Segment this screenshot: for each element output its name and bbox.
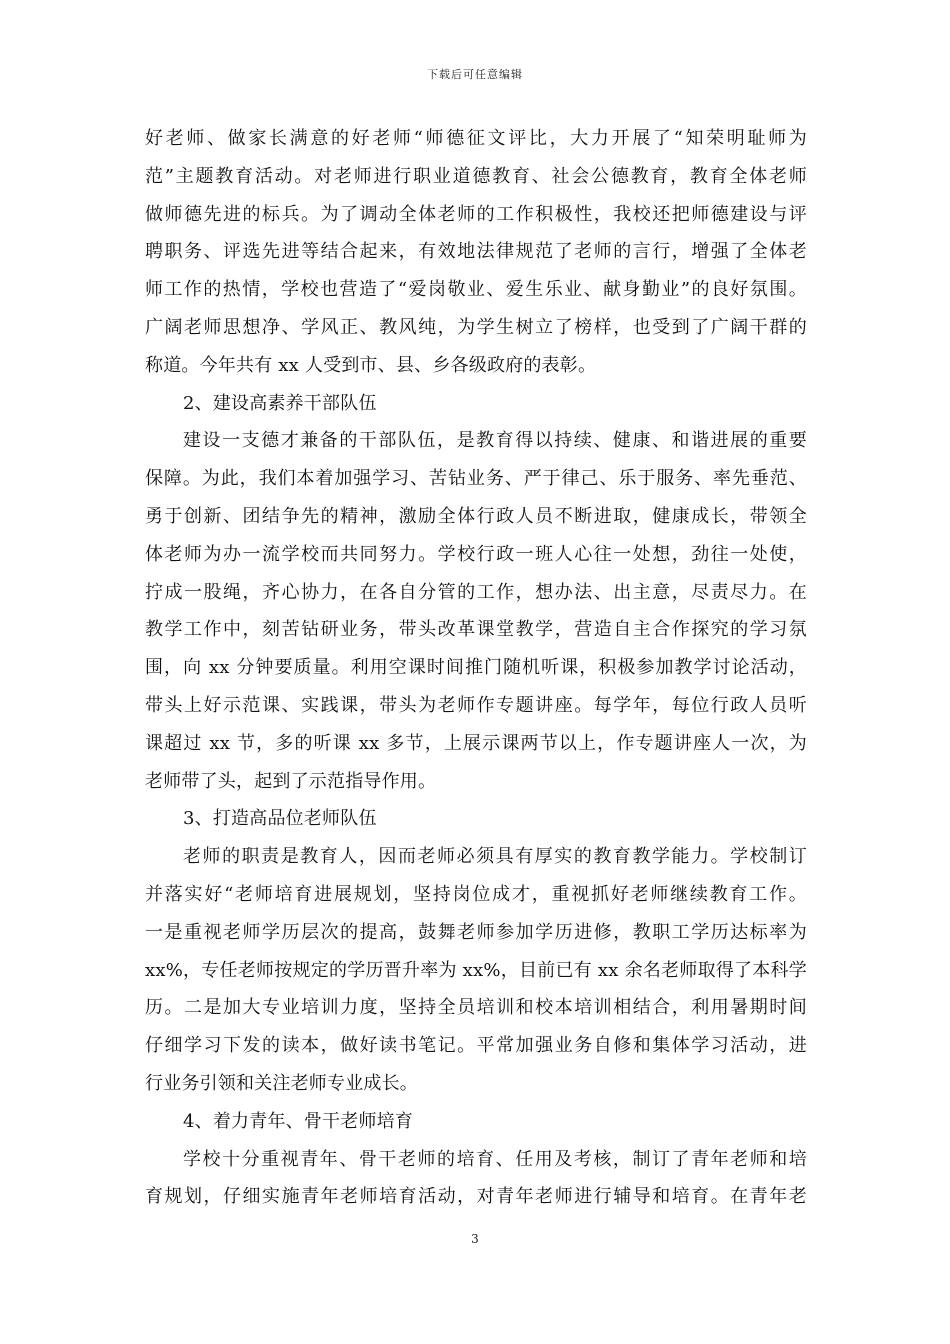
paragraph-line: 广阔老师思想净、学风正、教风纯，为学生树立了榜样，也受到了广阔干群的 bbox=[145, 316, 807, 338]
page-number: 3 bbox=[471, 1232, 479, 1246]
paragraph-line: 一是重视老师学历层次的提高，鼓舞老师参加学历进修，教职工学历达标率为 bbox=[145, 921, 807, 943]
paragraph-line: 做师德先进的标兵。为了调动全体老师的工作积极性，我校还把师德建设与评 bbox=[145, 203, 807, 225]
paragraph-line: 勇于创新、团结争先的精神，激励全体行政人员不断进取，健康成长，带领全 bbox=[145, 505, 807, 527]
paragraph-line: 历。二是加大专业培训力度，坚持全员培训和校本培训相结合，利用暑期时间 bbox=[145, 997, 807, 1019]
section-heading: 2、建设高素养干部队伍 bbox=[183, 392, 377, 414]
paragraph-line: 带头上好示范课、实践课，带头为老师作专题讲座。每学年，每位行政人员听 bbox=[145, 694, 807, 716]
section-heading: 4、着力青年、骨干老师培育 bbox=[183, 1110, 414, 1132]
page-header: 下载后可任意编辑 bbox=[427, 68, 523, 81]
paragraph-line: 学校十分重视青年、骨干老师的培育、任用及考核，制订了青年老师和培 bbox=[183, 1148, 807, 1170]
paragraph-line: 聘职务、评选先进等结合起来，有效地法律规范了老师的言行，增强了全体老 bbox=[145, 241, 807, 263]
paragraph-line: 称道。今年共有 xx 人受到市、县、乡各级政府的表彰。 bbox=[145, 354, 597, 376]
paragraph-line: 师工作的热情，学校也营造了“爱岗敬业、爱生乐业、献身勤业”的良好氛围。 bbox=[145, 279, 807, 301]
paragraph-line: 好老师、做家长满意的好老师“师德征文评比，大力开展了“知荣明耻师为 bbox=[145, 128, 807, 149]
paragraph-line: 老师带了头，起到了示范指导作用。 bbox=[145, 770, 437, 792]
paragraph-line: 课超过 xx 节，多的听课 xx 多节，上展示课两节以上，作专题讲座人一次，为 bbox=[145, 732, 807, 754]
paragraph-line: 育规划，仔细实施青年老师培育活动，对青年老师进行辅导和培育。在青年老 bbox=[145, 1186, 807, 1208]
paragraph-line: 保障。为此，我们本着加强学习、苦钻业务、严于律己、乐于服务、率先垂范、 bbox=[145, 468, 807, 490]
paragraph-line: 行业务引领和关注老师专业成长。 bbox=[145, 1072, 418, 1094]
paragraph-line: 范”主题教育活动。对老师进行职业道德教育、社会公德教育，教育全体老师 bbox=[145, 165, 807, 187]
paragraph-line: 体老师为办一流学校而共同努力。学校行政一班人心往一处想，劲往一处使， bbox=[145, 543, 807, 565]
paragraph-line: 老师的职责是教育人，因而老师必须具有厚实的教育教学能力。学校制订 bbox=[183, 846, 807, 868]
paragraph-line: 拧成一股绳，齐心协力，在各自分管的工作，想办法、出主意，尽责尽力。在 bbox=[145, 581, 807, 603]
section-heading: 3、打造高品位老师队伍 bbox=[183, 808, 377, 830]
paragraph-line: 并落实好“老师培育进展规划，坚持岗位成才，重视抓好老师继续教育工作。 bbox=[145, 883, 807, 905]
paragraph-line: xx%，专任老师按规定的学历晋升率为 xx%，目前已有 xx 余名老师取得了本科学 bbox=[145, 959, 807, 981]
paragraph-line: 教学工作中，刻苦钻研业务，带头改革课堂教学，营造自主合作探究的学习氛 bbox=[145, 619, 807, 641]
paragraph-line: 围，向 xx 分钟要质量。利用空课时间推门随机听课，积极参加教学讨论活动， bbox=[145, 657, 807, 679]
paragraph-line: 仔细学习下发的读本，做好读书笔记。平常加强业务自修和集体学习活动，进 bbox=[145, 1035, 807, 1057]
paragraph-line: 建设一支德才兼备的干部队伍，是教育得以持续、健康、和谐进展的重要 bbox=[183, 430, 807, 452]
document-body bbox=[145, 120, 807, 1216]
